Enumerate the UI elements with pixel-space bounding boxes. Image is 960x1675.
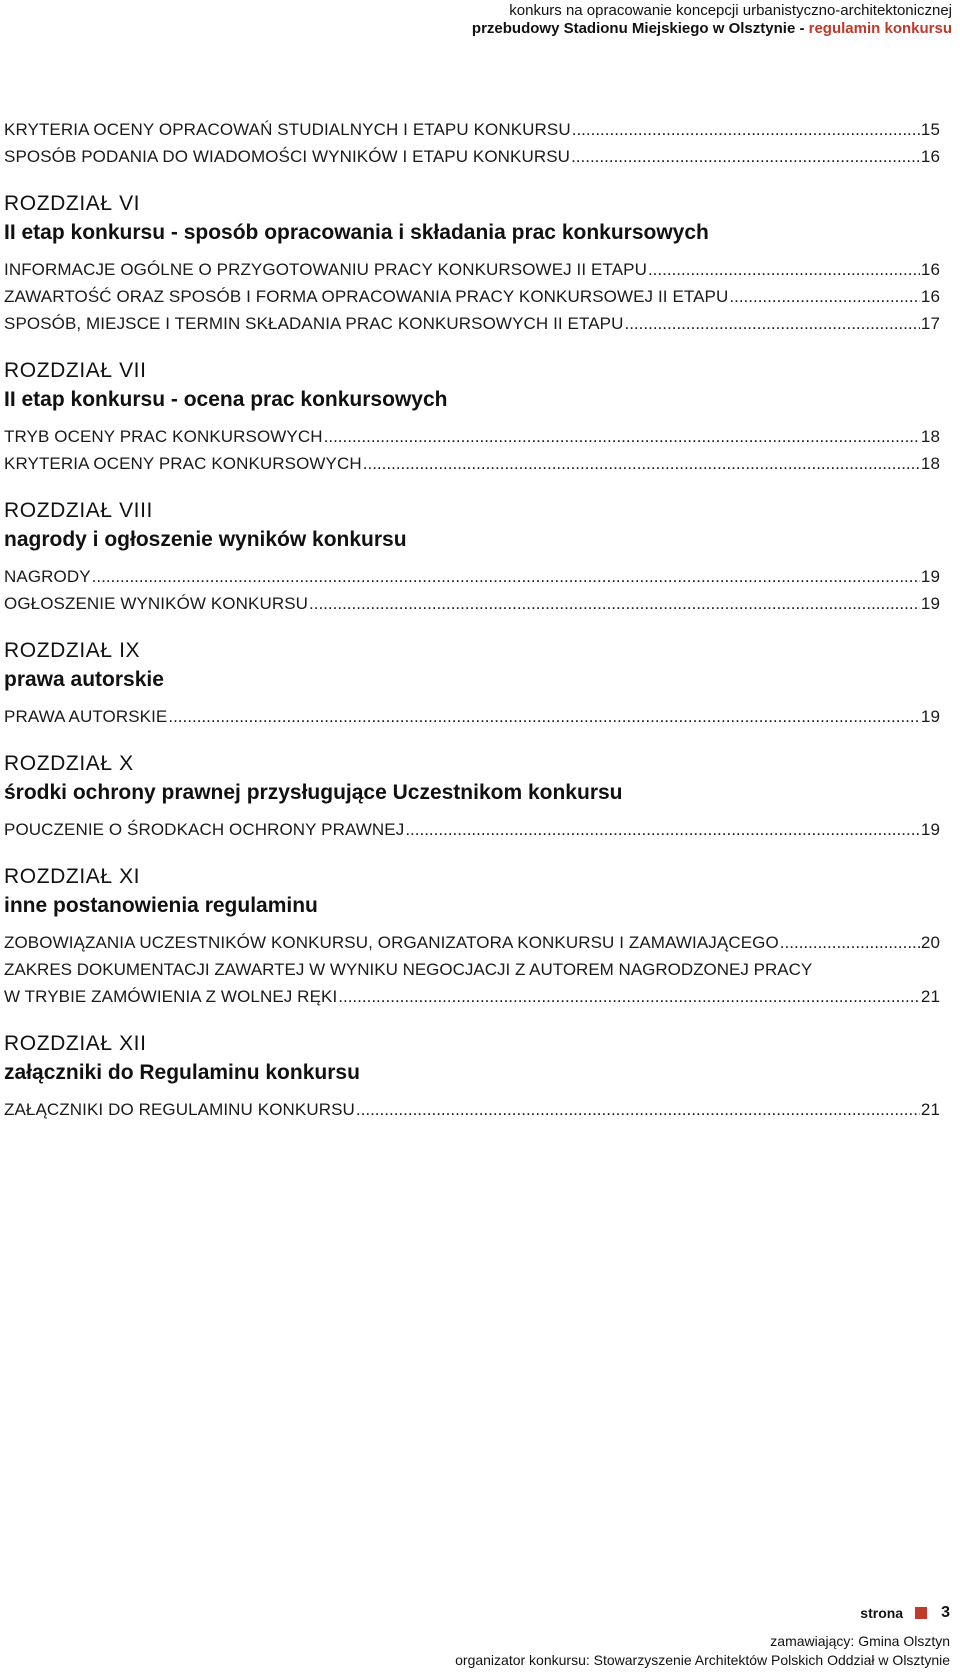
toc-entry-page: 19 [920, 707, 940, 726]
toc-entry-page: 18 [920, 427, 940, 446]
toc-entry-title: PRAWA AUTORSKIE [4, 707, 168, 726]
toc-dot-leader [168, 703, 920, 730]
toc-entry-title: SPOSÓB PODANIA DO WIADOMOŚCI WYNIKÓW I ETAPU KONKURSU [4, 147, 571, 166]
header-project-title: konkurs na opracowanie koncepcji urbanistyczno-architektonicznej [509, 2, 952, 19]
toc-dot-leader [624, 310, 919, 337]
chapter-label: ROZDZIAŁ VIII [4, 499, 153, 522]
toc-dot-leader [324, 423, 920, 450]
header-regulations-label: regulamin konkursu [808, 20, 952, 37]
toc-dot-leader [309, 590, 920, 617]
chapter-7 [4, 357, 940, 477]
chapter-title: załączniki do Regulaminu konkursu [4, 1061, 360, 1084]
footer-client: zamawiający: Gmina Olsztyn [770, 1633, 950, 1649]
toc-entry-title: KRYTERIA OCENY OPRACOWAŃ STUDIALNYCH I ETAPU KONKURSU [4, 120, 571, 139]
toc-entry[interactable] [4, 1096, 940, 1123]
chapter-11 [4, 863, 940, 1010]
toc-entry [4, 983, 940, 1010]
chapter-label: ROZDZIAŁ XII [4, 1032, 147, 1055]
toc-entry-page: 18 [920, 454, 940, 473]
toc-dot-leader [356, 1096, 920, 1123]
toc-entry-page: 16 [920, 260, 940, 279]
toc-entry[interactable] [4, 116, 940, 143]
toc-entry[interactable] [4, 310, 940, 337]
chapter-9 [4, 637, 940, 730]
toc-dot-leader [648, 256, 920, 283]
chapter-label: ROZDZIAŁ X [4, 752, 134, 775]
page-header [472, 2, 952, 38]
page-footer [455, 1632, 950, 1670]
footer-organizer: organizator konkursu: Stowarzyszenie Architektów Polskich Oddział w Olsztynie [455, 1652, 950, 1668]
toc-entry-title: SPOSÓB, MIEJSCE I TERMIN SKŁADANIA PRAC KONKURSOWYCH II ETAPU [4, 314, 624, 333]
toc-dot-leader [405, 816, 920, 843]
toc-entry-title: POUCZENIE O ŚRODKACH OCHRONY PRAWNEJ [4, 820, 405, 839]
toc-dot-leader [338, 983, 920, 1010]
page-number: 3 [941, 1604, 950, 1621]
chapter-title: prawa autorskie [4, 668, 164, 691]
toc-entry-page: 17 [920, 314, 940, 333]
toc-entry[interactable] [4, 450, 940, 477]
chapter-12 [4, 1030, 940, 1123]
toc-entry-page: 21 [920, 1100, 940, 1119]
toc-entry[interactable] [4, 929, 940, 956]
toc-entry[interactable] [4, 816, 940, 843]
toc-entry[interactable] [4, 703, 940, 730]
toc-dot-leader [780, 929, 920, 956]
chapter-title: II etap konkursu - ocena prac konkursowych [4, 388, 448, 411]
toc-entry-title: INFORMACJE OGÓLNE O PRZYGOTOWANIU PRACY KONKURSOWEJ II ETAPU [4, 260, 647, 279]
toc-dot-leader [572, 116, 920, 143]
toc-dot-leader [571, 143, 920, 170]
toc-entry-multiline[interactable] [4, 956, 940, 1010]
toc-entry[interactable] [4, 283, 940, 310]
chapter-title: II etap konkursu - sposób opracowania i składania prac konkursowych [4, 221, 709, 244]
toc-entry-title: TRYB OCENY PRAC KONKURSOWYCH [4, 427, 323, 446]
chapter-6 [4, 190, 940, 337]
chapter-label: ROZDZIAŁ VII [4, 359, 147, 382]
toc-entry-title: ZAŁĄCZNIKI DO REGULAMINU KONKURSU [4, 1100, 355, 1119]
toc-entry-title: KRYTERIA OCENY PRAC KONKURSOWYCH [4, 454, 362, 473]
toc-entry[interactable] [4, 423, 940, 450]
toc-entry-page: 21 [920, 987, 940, 1006]
header-document-title [472, 20, 952, 38]
toc-entry[interactable] [4, 143, 940, 170]
chapter-label: ROZDZIAŁ IX [4, 639, 141, 662]
toc-entry-page: 19 [920, 567, 940, 586]
header-stadium-title: przebudowy Stadionu Miejskiego w Olsztynie - [471, 20, 809, 37]
toc-entry-page: 20 [920, 933, 940, 952]
toc-entry[interactable] [4, 563, 940, 590]
chapter-title: inne postanowienia regulaminu [4, 894, 318, 917]
chapter-title: nagrody i ogłoszenie wyników konkursu [4, 528, 407, 551]
chapter-label: ROZDZIAŁ XI [4, 865, 141, 888]
chapter-label: ROZDZIAŁ VI [4, 192, 141, 215]
toc-entry-title: ZAWARTOŚĆ ORAZ SPOSÓB I FORMA OPRACOWANIA PRACY KONKURSOWEJ II ETAPU [4, 287, 729, 306]
toc-entry-page: 15 [920, 120, 940, 139]
toc-entry-page: 16 [920, 287, 940, 306]
page-number-block [860, 1604, 950, 1622]
toc-dot-leader [729, 283, 920, 310]
toc-dot-leader [363, 450, 920, 477]
toc-entry[interactable] [4, 590, 940, 617]
chapter-title: środki ochrony prawnej przysługujące Uczestnikom konkursu [4, 781, 623, 804]
toc-entry-title: ZOBOWIĄZANIA UCZESTNIKÓW KONKURSU, ORGANIZATORA KONKURSU I ZAMAWIAJĄCEGO [4, 933, 779, 952]
toc-entry-title-line1: ZAKRES DOKUMENTACJI ZAWARTEJ W WYNIKU NEGOCJACJI Z AUTOREM NAGRODZONEJ PRACY [4, 960, 813, 979]
table-of-contents [4, 116, 940, 1123]
toc-entry-page: 19 [920, 594, 940, 613]
toc-entry-page: 19 [920, 820, 940, 839]
chapter-8 [4, 497, 940, 617]
toc-entry-title: OGŁOSZENIE WYNIKÓW KONKURSU [4, 594, 309, 613]
page-label: strona [860, 1605, 904, 1621]
toc-entry-page: 16 [920, 147, 940, 166]
toc-entry-title: NAGRODY [4, 567, 91, 586]
toc-entry[interactable] [4, 256, 940, 283]
toc-dot-leader [92, 563, 920, 590]
toc-entry-title: W TRYBIE ZAMÓWIENIA Z WOLNEJ RĘKI [4, 987, 338, 1006]
red-square-icon [915, 1607, 927, 1619]
chapter-10 [4, 750, 940, 843]
